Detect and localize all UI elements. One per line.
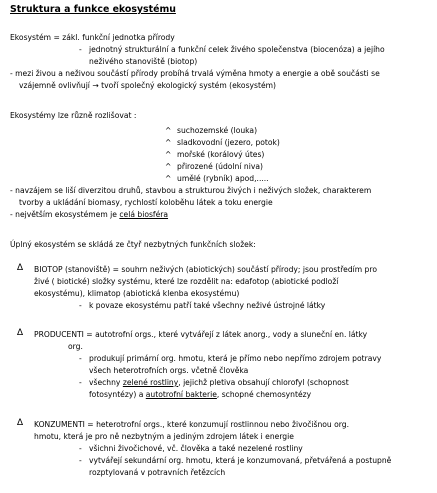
- definition-dash: -: [79, 45, 82, 54]
- biotop-line: živé ( biotické) složky systému, které lze rozdělit na: edafotop (abiotické podloží: [34, 277, 339, 286]
- types-item: suchozemské (louka): [177, 126, 258, 135]
- definition-line: neživého stanoviště (biotop): [89, 57, 198, 66]
- konzumenti-bullet: rozptylovaná v potravních řetězcích: [89, 468, 226, 477]
- biotop-line: BIOTOP (stanoviště) = souhrn neživých (abiotických) součástí přírody; jsou prostředím pro: [34, 265, 377, 274]
- types-intro: Ekosystémy lze různě rozlišovat :: [10, 111, 137, 120]
- producenti-line: PRODUCENTI = autotrofní orgs., které vytvářejí z látek anorg., vody a sluneční en. látky: [34, 330, 368, 339]
- konzumenti-bullet: vytvářejí sekundární org. hmotu, která je konzumovaná, přetvářená a postupně: [89, 456, 392, 465]
- biotop-dash: -: [79, 301, 82, 310]
- triangle-icon: ∆: [17, 263, 24, 273]
- producenti-line: org.: [68, 342, 83, 351]
- definition-line: vzájemně ovlivňují → tvoří společný ekologický systém (ekosystém): [19, 81, 276, 90]
- producenti-bullet: všechny zelené rostliny, jejichž pletiva obsahují chlorofyl (schopnost: [89, 378, 349, 387]
- caret-bullet-icon: ^: [165, 162, 172, 171]
- biosphere-link: celá biosféra: [119, 210, 169, 219]
- producenti-bullet: všech heterotrofních orgs. včetně člověka: [89, 366, 249, 375]
- producenti-dash: -: [79, 354, 82, 363]
- caret-bullet-icon: ^: [165, 150, 172, 159]
- konzumenti-bullet: všichni živočichové, vč. člověka a také nezelené rostliny: [89, 444, 303, 453]
- triangle-icon: ∆: [17, 418, 24, 428]
- note-line: - navzájem se liší diverzitou druhů, stavbou a strukturou živých i neživých složek, charakterem: [10, 186, 372, 195]
- caret-bullet-icon: ^: [165, 174, 172, 183]
- konzumenti-dash: -: [79, 456, 82, 465]
- definition-line: - mezi živou a neživou součástí přírody probíhá trvalá výměna hmoty a energie a obě součásti se: [10, 69, 380, 78]
- caret-bullet-icon: ^: [165, 138, 172, 147]
- definition-line: Ekosystém = zákl. funkční jednotka přírody: [10, 33, 175, 42]
- green-plants-link: zelené rostliny: [122, 378, 179, 387]
- biotop-line: k povaze ekosystému patří také všechny neživé ústrojné látky: [89, 301, 326, 310]
- page-title: Struktura a funkce ekosystému: [10, 4, 176, 15]
- definition-line: jednotný strukturální a funkční celek živého společenstva (biocenóza) a jejího: [89, 45, 385, 54]
- types-item: přirozené (údolní niva): [177, 162, 263, 171]
- konzumenti-dash: -: [79, 444, 82, 453]
- components-intro: Úplný ekosystém se skládá ze čtyř nezbytných funkčních složek:: [10, 240, 256, 249]
- note-line: tvorby a ukládání biomasy, rychlostí koloběhu látek a toku energie: [19, 198, 273, 207]
- types-item: sladkovodní (jezero, potok): [177, 138, 280, 147]
- producenti-bullet: produkují primární org. hmotu, která je přímo nebo nepřímo zdrojem potravy: [89, 354, 382, 363]
- types-item: umělé (rybník) apod,.....: [177, 174, 269, 183]
- konzumenti-line: hmotu, která je pro ně nezbytným a jediným zdrojem látek i energie: [34, 432, 294, 441]
- types-item: mořské (korálový útes): [177, 150, 265, 159]
- biotop-line: ekosystému), klimatop (abiotická klenba ekosystému): [34, 289, 240, 298]
- triangle-icon: ∆: [17, 328, 24, 338]
- producenti-dash: -: [79, 378, 82, 387]
- note-line: - největším ekosystémem je celá biosféra: [10, 210, 169, 219]
- autotrophic-bacteria-link: autotrofní bakterie: [145, 390, 217, 399]
- caret-bullet-icon: ^: [165, 126, 172, 135]
- konzumenti-line: KONZUMENTI = heterotrofní orgs., které konzumují rostlinnou nebo živočišnou org.: [34, 420, 350, 429]
- producenti-bullet: fotosyntézy) a autotrofní bakterie, schopné chemosyntézy: [89, 390, 312, 399]
